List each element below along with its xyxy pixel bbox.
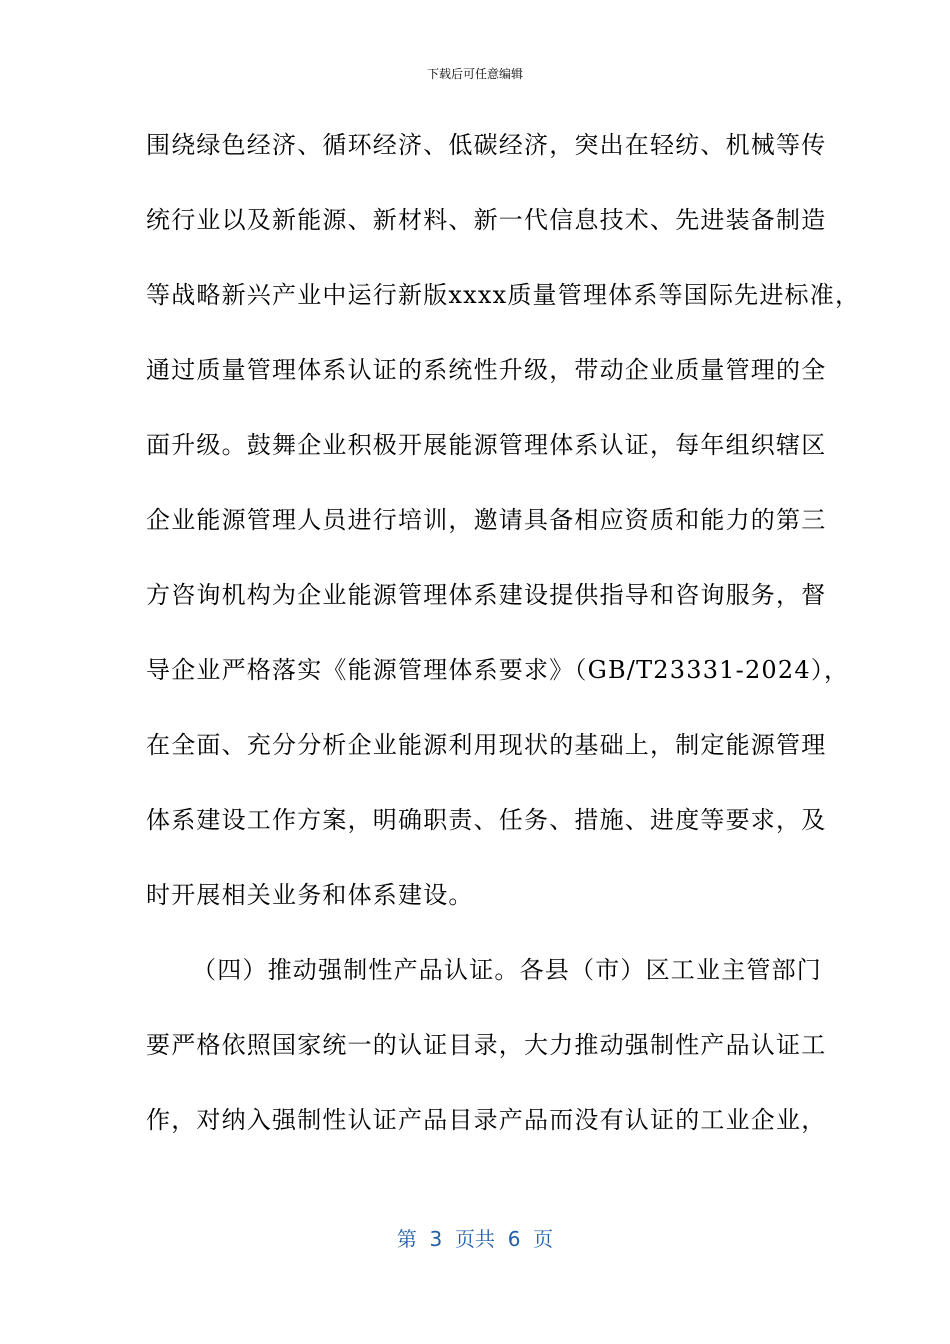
body-line: 通过质量管理体系认证的系统性升级，带动企业质量管理的全 <box>146 356 827 384</box>
body-line: 作，对纳入强制性认证产品目录产品而没有认证的工业企业， <box>146 1106 827 1134</box>
body-line: 体系建设工作方案，明确职责、任务、措施、进度等要求，及 <box>146 806 827 834</box>
body-line: 导企业严格落实《能源管理体系要求》（GB/T23331-2024）， <box>146 656 850 684</box>
body-line: 统行业以及新能源、新材料、新一代信息技术、先进装备制造 <box>146 206 827 234</box>
section-heading-line: （四）推动强制性产品认证。各县（市）区工业主管部门 <box>192 956 822 984</box>
body-line: 要严格依照国家统一的认证目录，大力推动强制性产品认证工 <box>146 1031 827 1059</box>
body-line: 时开展相关业务和体系建设。 <box>146 881 474 909</box>
body-line: 面升级。鼓舞企业积极开展能源管理体系认证，每年组织辖区 <box>146 431 827 459</box>
body-line: 在全面、充分分析企业能源利用现状的基础上，制定能源管理 <box>146 731 827 759</box>
body-line: 围绕绿色经济、循环经济、低碳经济，突出在轻纺、机械等传 <box>146 131 827 159</box>
page-number: 第 3 页共 6 页 <box>396 1227 554 1251</box>
body-line: 企业能源管理人员进行培训，邀请具备相应资质和能力的第三 <box>146 506 827 534</box>
page-header: 下载后可任意编辑 <box>426 67 523 81</box>
document-body <box>146 126 861 1176</box>
body-line: 方咨询机构为企业能源管理体系建设提供指导和咨询服务，督 <box>146 581 827 609</box>
body-line: 等战略新兴产业中运行新版xxxx质量管理体系等国际先进标准， <box>146 281 861 309</box>
